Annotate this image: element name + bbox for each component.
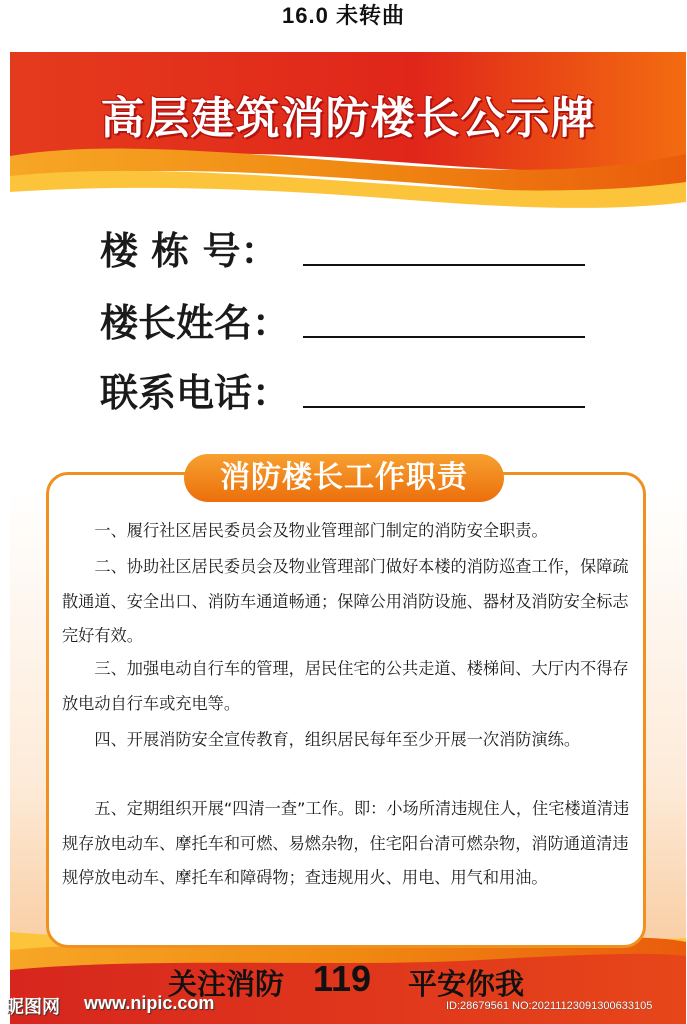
leader-name-blank-line [303,336,585,338]
duties-heading: 消防楼长工作职责 [184,454,504,502]
watermark-url: www.nipic.com [84,993,215,1013]
duty-item-2: 二、协助社区居民委员会及物业管理部门做好本楼的消防巡查工作，保障疏散通道、安全出口、消防车通道畅通；保障公用消防设施、器材及消防安全标志完好有效。 [62,557,629,645]
phone-label: 联系电话： [100,371,291,415]
board-title: 高层建筑消防楼长公示牌 [100,93,596,144]
watermark-id: ID:28679561 NO:20211123091300633105 [446,1000,653,1012]
footer-slogan-left: 关注消防 [168,967,285,1001]
duty-item-1: 一、履行社区居民委员会及物业管理部门制定的消防安全职责。 [94,521,548,540]
fire-hotline-number: 119 [313,958,372,999]
top-caption: 16.0 未转曲 [282,3,405,28]
duty-item-4: 四、开展消防安全宣传教育，组织居民每年至少开展一次消防演练。 [94,730,581,749]
leader-name-label: 楼长姓名： [100,301,291,345]
building-number-blank-line [303,264,585,266]
phone-blank-line [303,406,585,408]
footer-slogan-right: 平安你我 [408,967,525,1001]
notice-board [10,52,686,1024]
duty-item-5: 五、定期组织开展“四清一查”工作。即：小场所清违规住人，住宅楼道清违规存放电动车、摩托车和可燃、易燃杂物，住宅阳台清可燃杂物，消防通道清违规停放电动车、摩托车和障碍物；查违规用火、用电、用气和用油。 [62,799,630,887]
building-number-label: 楼 栋 号： [100,229,279,273]
duty-item-3: 三、加强电动自行车的管理，居民住宅的公共走道、楼梯间、大厅内不得存放电动自行车或充电等。 [62,659,629,713]
watermark-logo: 昵图网 [6,997,60,1018]
